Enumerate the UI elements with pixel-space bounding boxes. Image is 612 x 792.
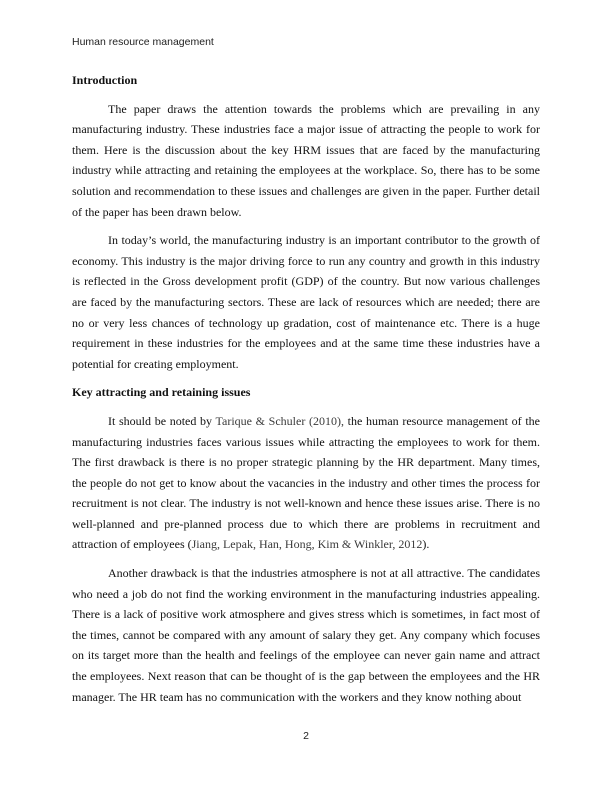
paragraph-text: the human resource management of the manufacturing industries faces various issues while attracting the employees to work for them. The first drawback is there is no proper strategic planning by the HR department. Many times, the people do not get to know about the vacancies in the industry and other times the process for recruitment is not clear. The industry is not well-known and hence these issues arise. There is no well-planned and pre-planned process due to which there are problems in recruitment and attraction of employees (: [72, 413, 540, 552]
paragraph-text: It should be noted by: [108, 413, 216, 428]
section-heading-key-issues: Key attracting and retaining issues: [72, 385, 251, 400]
intro-paragraph-2: In today’s world, the manufacturing industry is an important contributor to the growth of economy. This industry is the major driving force to run any country and growth in this industry is reflected in the Gross development profit (GDP) of the country. But now various challenges are faced by the manufacturing sectors. These are lack of resources which are needed; there are no or very less chances of technology up gradation, cost of maintenance etc. There is a huge requirement in these industries for the employees and at the same time these industries have a potential for creating employment.: [72, 233, 540, 371]
citation-tarique-schuler: Tarique & Schuler (2010),: [215, 413, 344, 428]
page-number: 2: [303, 730, 309, 742]
citation-jiang-et-al: Jiang, Lepak, Han, Hong, Kim & Winkler, 2012: [191, 537, 423, 552]
key-issues-paragraph-2: Another drawback is that the industries atmosphere is not at all attractive. The candidates who need a job do not find the working environment in the manufacturing industries appealing. There is a lack of positive work atmosphere and gives stress which is sometimes, in fact most of the times, cannot be compared with any amount of salary they get. Any company which focuses on its target more than the health and feelings of the employee can never gain name and attract the employees. Next reason that can be thought of is the gap between the employees and the HR manager. The HR team has no communication with the workers and they know nothing about: [72, 566, 540, 704]
paragraph-text: ).: [422, 537, 430, 552]
section-heading-introduction: Introduction: [72, 73, 138, 87]
running-header: Human resource management: [72, 36, 214, 48]
intro-paragraph-1: The paper draws the attention towards the problems which are prevailing in any manufacturing industry. These industries face a major issue of attracting the people to work for them. Here is the discussion about the key HRM issues that are faced by the manufacturing industry while attracting and retaining the employees at the workplace. So, there has to be some solution and recommendation to these issues and challenges are given in the paper. Further detail of the paper has been drawn below.: [72, 101, 540, 219]
key-issues-paragraph-1: [72, 411, 540, 555]
document-body: [72, 70, 540, 715]
